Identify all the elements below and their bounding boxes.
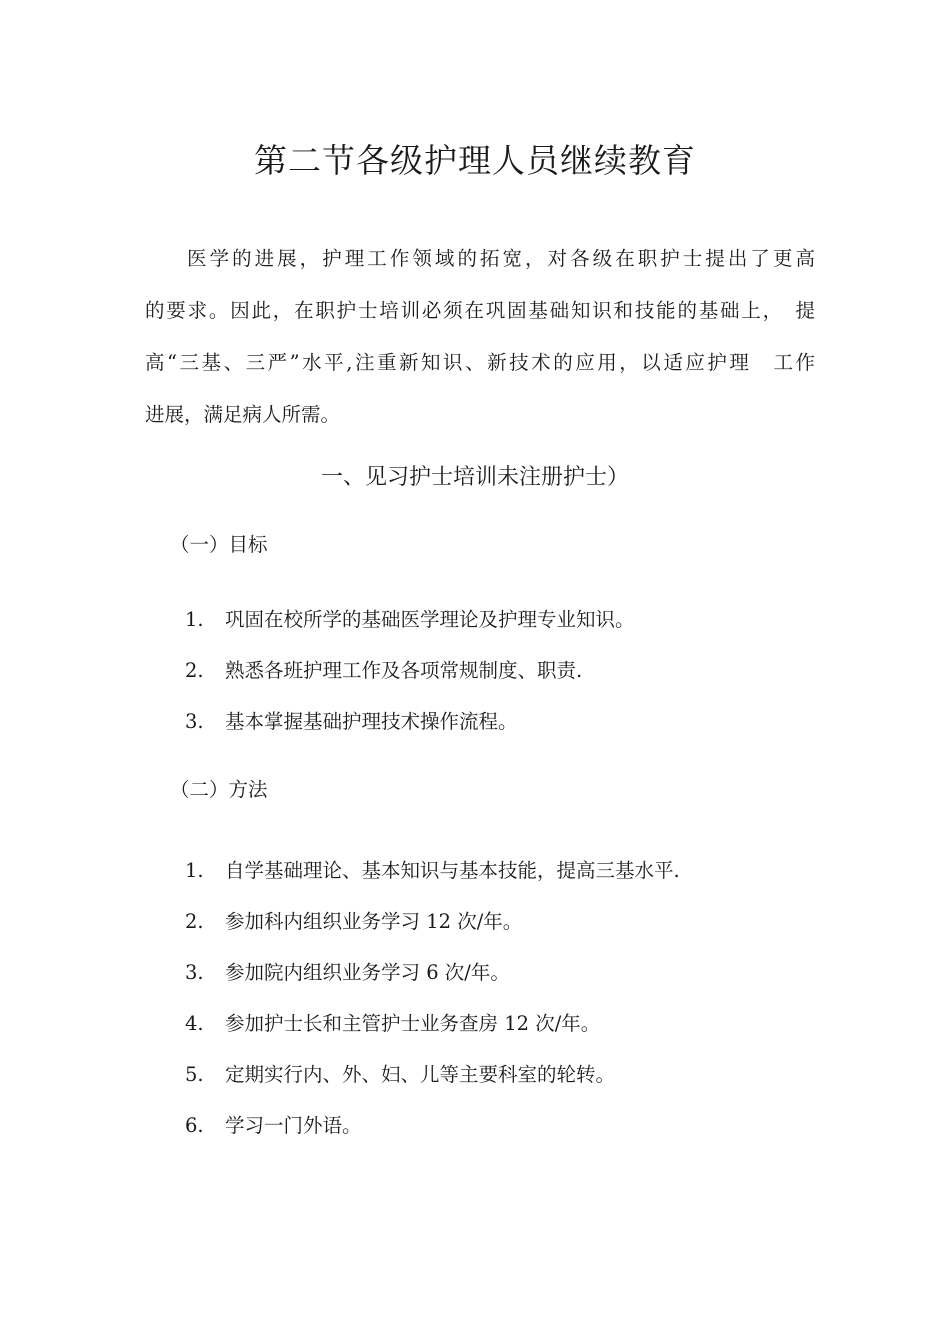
list-item-number: 6. (185, 1114, 204, 1137)
list-item (185, 1111, 680, 1162)
list-item-text: 参加院内组织业务学习 6 次/年。 (225, 961, 510, 984)
list-item (185, 707, 635, 758)
list-item-number: 3. (185, 961, 204, 984)
intro-paragraph (145, 233, 815, 441)
list-item-number: 1. (185, 608, 204, 631)
list-item-number: 5. (185, 1063, 204, 1086)
list-item-number: 4. (185, 1012, 204, 1035)
list-item (185, 907, 680, 958)
list-item (185, 958, 680, 1009)
list-item-text: 巩固在校所学的基础医学理论及护理专业知识。 (225, 608, 635, 631)
list-item-text: 定期实行内、外、妇、儿等主要科室的轮转。 (225, 1063, 616, 1086)
list-item-number: 2. (185, 659, 204, 682)
intro-line: 的要求。因此，在职护士培训必须在巩固基础知识和技能的基础上， 提 (145, 299, 815, 322)
list-item (185, 1009, 680, 1060)
list-item (185, 1060, 680, 1111)
methods-heading: （二）方法 (170, 778, 268, 801)
list-item-number: 3. (185, 710, 204, 733)
intro-line: 进展，满足病人所需。 (145, 403, 341, 426)
intro-line: 高“三基、三严”水平,注重新知识、新技术的应用，以适应护理 工作 (145, 351, 815, 374)
methods-list (185, 856, 680, 1162)
list-item (185, 856, 680, 907)
section-heading: 一、见习护士培训未注册护士） (320, 465, 629, 490)
goals-heading: （一）目标 (170, 533, 268, 556)
list-item-text: 基本掌握基础护理技术操作流程。 (225, 710, 518, 733)
list-item (185, 605, 635, 656)
page-title: 第二节各级护理人员继续教育 (254, 141, 696, 180)
list-item-number: 1. (185, 859, 204, 882)
list-item-text: 学习一门外语。 (225, 1114, 362, 1137)
list-item-number: 2. (185, 910, 204, 933)
list-item-text: 参加护士长和主管护士业务查房 12 次/年。 (225, 1012, 601, 1035)
list-item-text: 自学基础理论、基本知识与基本技能，提高三基水平. (225, 859, 680, 882)
goals-list (185, 605, 635, 758)
list-item (185, 656, 635, 707)
list-item-text: 熟悉各班护理工作及各项常规制度、职责. (225, 659, 583, 682)
intro-line: 医学的进展，护理工作领域的拓宽，对各级在职护士提出了更高 (187, 247, 815, 270)
list-item-text: 参加科内组织业务学习 12 次/年。 (225, 910, 523, 933)
